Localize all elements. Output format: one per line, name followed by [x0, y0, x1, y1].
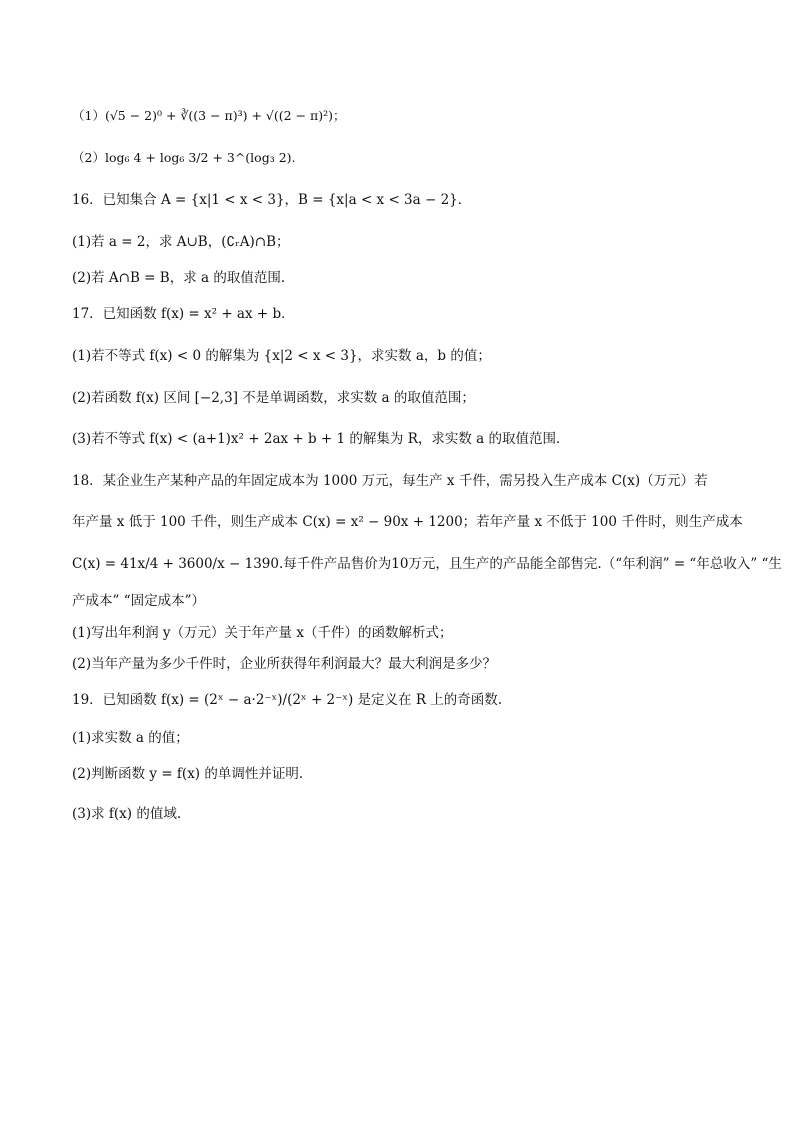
q16-part2: (2)若 A∩B = B，求 a 的取值范围. — [72, 270, 286, 286]
q15-part2: （2）log₆ 4 + log₆ 3/2 + 3^(log₃ 2). — [72, 150, 296, 165]
q17-part2: (2)若函数 f(x) 区间 [−2,3] 不是单调函数，求实数 a 的取值范围； — [72, 390, 475, 406]
q19-part2: (2)判断函数 y = f(x) 的单调性并证明. — [72, 766, 304, 782]
q17-part3: (3)若不等式 f(x) < (a+1)x² + 2ax + b + 1 的解集为 R，求实数 a 的取值范围． — [72, 431, 570, 447]
q18-part1: (1)写出年利润 y（万元）关于年产量 x（千件）的函数解析式； — [72, 625, 453, 641]
q16-part1: (1)若 a = 2，求 A∪B，(∁ᵣA)∩B； — [72, 234, 290, 250]
q17-stem: 17．已知函数 f(x) = x² + ax + b． — [72, 306, 295, 322]
q18-stem-line3: C(x) = 41x/4 + 3600/x − 1390.每千件产品售价为10万元，且生产的产品能全部售完.（“年利润” = “年总收入” “生 — [72, 556, 782, 572]
q18-stem-line1: 18．某企业生产某种产品的年固定成本为 1000 万元，每生产 x 千件，需另投入生产成本 C(x)（万元）若 — [72, 473, 708, 489]
q15-part1: （1）(√5 − 2)⁰ + ∛((3 − π)³) + √((2 − π)²)； — [72, 108, 346, 123]
q19-stem: 19．已知函数 f(x) = (2ˣ − a·2⁻ˣ)/(2ˣ + 2⁻ˣ) 是定义在 R 上的奇函数. — [72, 692, 503, 708]
q18-stem-line2: 年产量 x 低于 100 千件，则生产成本 C(x) = x² − 90x + 1200；若年产量 x 不低于 100 千件时，则生产成本 — [72, 514, 743, 530]
q17-part1: (1)若不等式 f(x) < 0 的解集为 {x|2 < x < 3}，求实数 a，b 的值； — [72, 348, 491, 364]
q18-stem-line4: 产成本” “固定成本”） — [72, 593, 205, 609]
q18-part2: (2)当年产量为多少千件时，企业所获得年利润最大？最大利润是多少？ — [72, 656, 497, 672]
q19-part3: (3)求 f(x) 的值域. — [72, 806, 182, 822]
q16-stem: 16．已知集合 A = {x|1 < x < 3}，B = {x|a < x < 3a − 2}． — [72, 192, 472, 208]
q19-part1: (1)求实数 a 的值； — [72, 730, 189, 746]
